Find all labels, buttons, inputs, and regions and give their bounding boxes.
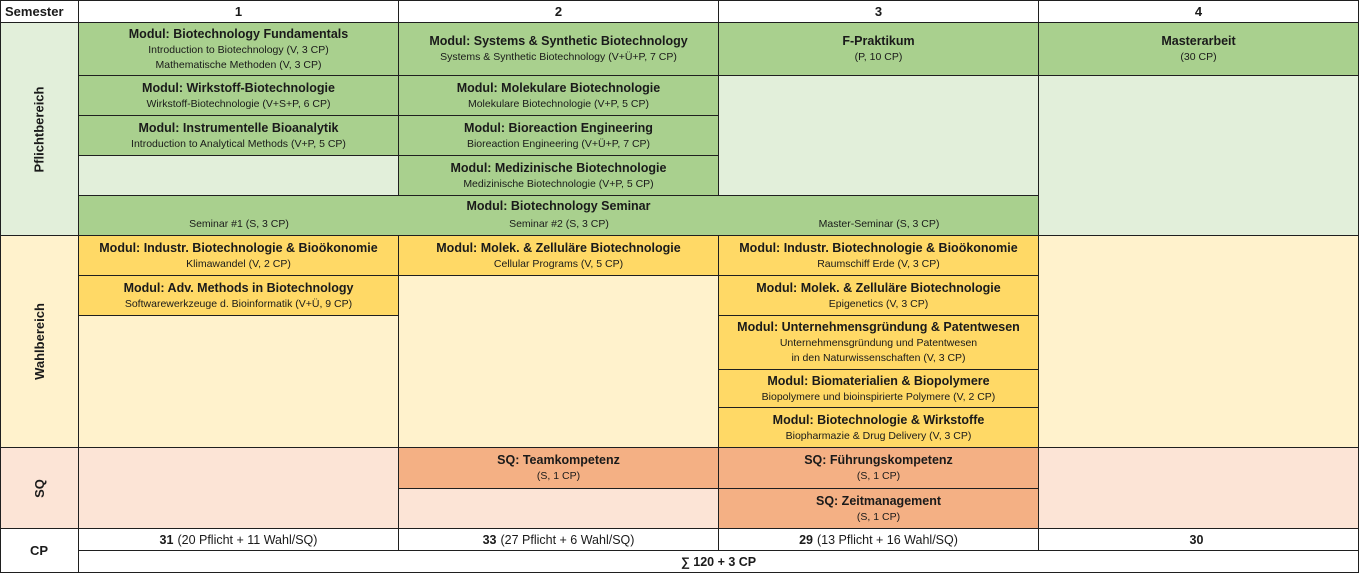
module-title: Modul: Wirkstoff-Biotechnologie [142,80,335,95]
module-title: Modul: Biotechnologie & Wirkstoffe [772,412,985,427]
module-title: Modul: Molekulare Biotechnologie [456,80,661,95]
module-title: Modul: Bioreaction Engineering [464,120,653,135]
cp-semester-2 [399,529,719,551]
module-title: Modul: Molek. & Zelluläre Biotechnologie [436,240,681,255]
empty-sq-cell [399,489,719,529]
cp-label: CP [0,529,79,573]
module-molek-zellulaere-biotechnologie [719,276,1039,316]
module-wirkstoff-biotechnologie [79,76,399,116]
module-title: F-Praktikum [842,34,915,48]
sq-teamkompetenz [399,448,719,489]
course-line: (30 CP) [1180,51,1217,63]
module-title: Modul: Industr. Biotechnologie & Bioökonomie [99,240,378,255]
course-line: Bioreaction Engineering (V+Ü+P, 7 CP) [466,137,651,150]
course-line: Cellular Programs (V, 5 CP) [493,257,624,270]
seminar-1: Seminar #1 (S, 3 CP) [189,218,289,230]
module-title: Modul: Biomaterialien & Biopolymere [767,373,990,388]
seminar-2: Seminar #2 (S, 3 CP) [509,218,609,230]
course-line: in den Naturwissenschaften (V, 3 CP) [791,352,966,364]
semester-3-header: 3 [719,0,1039,23]
sq-zeitmanagement [719,489,1039,529]
module-title: Masterarbeit [1161,34,1236,48]
module-title: SQ: Teamkompetenz [497,453,620,467]
empty-wahl-cell [79,316,399,448]
module-adv-methods-in-biotechnology [79,276,399,316]
sq-label: SQ [0,448,79,529]
empty-sq-cell [79,448,399,529]
cp-total: 31 [159,532,174,547]
module-molek-zellulaere-biotechnologie [399,236,719,276]
empty-pflicht-cell [79,156,399,196]
semester-4-header: 4 [1039,0,1359,23]
empty-pflicht-cell [1039,76,1359,236]
cp-semester-3 [719,529,1039,551]
module-medizinische-biotechnologie [399,156,719,196]
cp-detail: (20 Pflicht + 11 Wahl/SQ) [177,532,318,547]
course-line: Systems & Synthetic Biotechnology (V+Ü+P, 7 CP) [440,51,677,63]
cp-total: 29 [799,532,813,547]
module-biotechnologie-wirkstoffe [719,408,1039,448]
empty-wahl-cell [399,276,719,448]
module-molekulare-biotechnologie [399,76,719,116]
course-line: Medizinische Biotechnologie (V+P, 5 CP) [463,177,654,190]
semester-2-header: 2 [399,0,719,23]
course-line: Biopharmazie & Drug Delivery (V, 3 CP) [785,429,972,442]
cp-semester-1 [79,529,399,551]
cp-detail: (13 Pflicht + 16 Wahl/SQ) [816,532,958,547]
module-biotechnology-seminar [79,196,1039,236]
course-line: Introduction to Biotechnology (V, 3 CP) [148,43,329,56]
cp-detail: (27 Pflicht + 6 Wahl/SQ) [500,532,635,547]
pflichtbereich-label: Pflichtbereich [0,23,79,236]
course-line: Molekulare Biotechnologie (V+P, 5 CP) [467,97,650,110]
cp-total: 33 [482,532,497,547]
module-unternehmensgruendung-patentwesen [719,316,1039,370]
empty-wahl-cell [1039,236,1359,448]
module-title: Modul: Adv. Methods in Biotechnology [123,280,354,295]
course-line: (S, 1 CP) [856,510,901,523]
course-line: Wirkstoff-Biotechnologie (V+S+P, 6 CP) [146,97,331,110]
module-instrumentelle-bioanalytik [79,116,399,156]
cp-semester-4 [1039,529,1359,551]
module-f-praktikum [719,23,1039,76]
module-title: Modul: Medizinische Biotechnologie [450,160,667,175]
module-title: Modul: Biotechnology Fundamentals [128,26,349,41]
course-line: Klimawandel (V, 2 CP) [186,257,291,270]
module-bioreaction-engineering [399,116,719,156]
module-title: Modul: Molek. & Zelluläre Biotechnologie [756,280,1001,295]
wahlbereich-label: Wahlbereich [0,236,79,448]
course-line: (P, 10 CP) [854,51,903,63]
course-line: Raumschiff Erde (V, 3 CP) [817,257,940,270]
empty-pflicht-cell [719,76,1039,196]
semester-header: Semester [0,0,79,23]
module-industr-biotechnologie-biooekonomie [79,236,399,276]
module-title: SQ: Zeitmanagement [815,493,942,508]
module-biomaterialien-biopolymere [719,370,1039,408]
cp-total-sum: ∑ 120 + 3 CP [79,551,1359,573]
course-line: Unternehmensgründung und Patentwesen [779,337,978,349]
empty-sq-cell [1039,448,1359,529]
course-line: Epigenetics (V, 3 CP) [828,297,929,310]
module-systems-synthetic-biotechnology [399,23,719,76]
course-line: Mathematische Methoden (V, 3 CP) [155,58,322,71]
course-line: (S, 1 CP) [536,470,581,482]
module-masterarbeit [1039,23,1359,76]
module-title: Modul: Systems & Synthetic Biotechnology [429,34,688,48]
module-biotechnology-fundamentals [79,23,399,76]
sq-fuehrungskompetenz [719,448,1039,489]
semester-1-header: 1 [79,0,399,23]
module-title: Modul: Industr. Biotechnologie & Bioökonomie [739,240,1018,255]
module-title: SQ: Führungskompetenz [804,453,953,467]
module-title: Modul: Instrumentelle Bioanalytik [138,120,339,135]
course-line: Introduction to Analytical Methods (V+P, 5 CP) [131,137,346,150]
module-title: Modul: Unternehmensgründung & Patentwesen [737,320,1020,334]
module-title: Modul: Biotechnology Seminar [466,199,651,213]
master-seminar: Master-Seminar (S, 3 CP) [818,218,940,230]
course-line: (S, 1 CP) [856,470,901,482]
cp-total: 30 [1189,532,1204,547]
module-industr-biotechnologie-biooekonomie [719,236,1039,276]
course-line: Softwarewerkzeuge d. Bioinformatik (V+Ü, 9 CP) [124,297,353,310]
course-line: Biopolymere und bioinspirierte Polymere (V, 2 CP) [761,390,996,403]
